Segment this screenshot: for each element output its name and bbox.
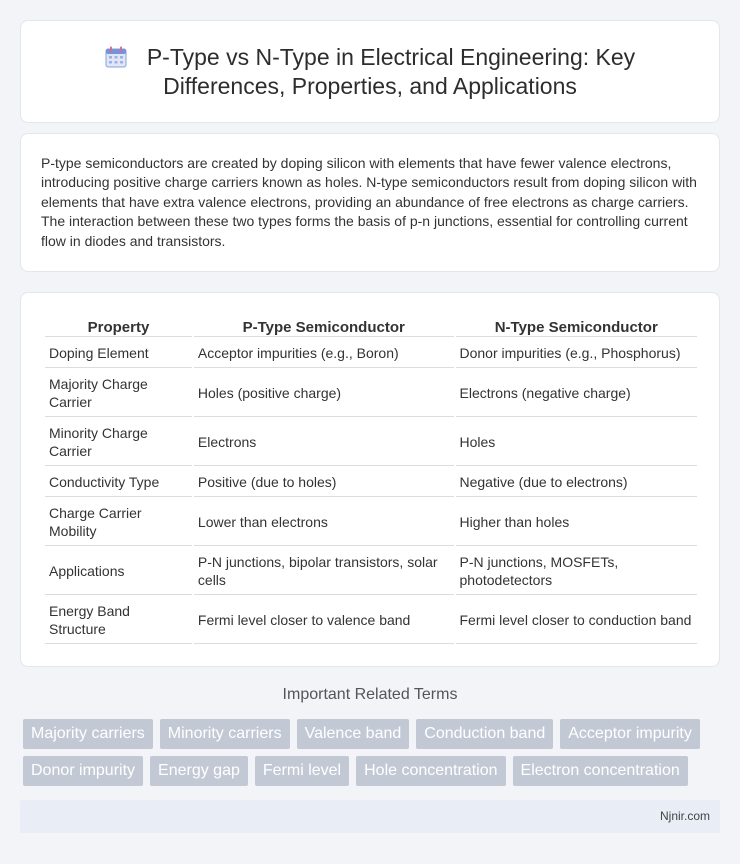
title-line-2: Differences, Properties, and Applications <box>163 72 577 99</box>
intro-text: P-type semiconductors are created by doping silicon with elements that have fewer valence electrons, introducing positive charge carriers known as holes. N-type semiconductors result from doping silicon with elements that have extra valence electrons, providing an abundance of free electrons as charge carriers. The interaction between these two types forms the basis of p-n junctions, essential for controlling current flow in diodes and transistors. <box>41 155 697 249</box>
n-type-cell: Holes <box>456 419 698 466</box>
p-type-cell: Lower than electrons <box>194 499 454 546</box>
header-n-type: N-Type Semiconductor <box>456 315 698 337</box>
p-type-cell: Acceptor impurities (e.g., Boron) <box>194 339 454 368</box>
tag-acceptor-impurity[interactable]: Acceptor impurity <box>560 719 700 749</box>
tag-row-1 <box>23 719 723 749</box>
comparison-table <box>43 313 699 646</box>
table-row <box>45 468 697 497</box>
table-header-row <box>45 315 697 337</box>
intro-card <box>20 133 720 272</box>
property-cell: Applications <box>45 548 192 595</box>
related-terms-title: Important Related Terms <box>282 686 458 703</box>
comparison-card <box>20 292 720 667</box>
n-type-cell: P-N junctions, MOSFETs, photodetectors <box>456 548 698 595</box>
page-title <box>105 43 635 101</box>
property-cell: Doping Element <box>45 339 192 368</box>
header-property: Property <box>45 315 192 337</box>
footer-site[interactable]: Njnir.com <box>659 809 710 823</box>
tag-hole-concentration[interactable]: Hole concentration <box>356 756 505 786</box>
table-row <box>45 419 697 466</box>
p-type-cell: P-N junctions, bipolar transistors, solar cells <box>194 548 454 595</box>
title-card <box>20 20 720 123</box>
table-row <box>45 499 697 546</box>
tag-donor-impurity[interactable]: Donor impurity <box>23 756 143 786</box>
n-type-cell: Electrons (negative charge) <box>456 370 698 417</box>
tag-energy-gap[interactable]: Energy gap <box>150 756 248 786</box>
n-type-cell: Negative (due to electrons) <box>456 468 698 497</box>
property-cell: Energy Band Structure <box>45 597 192 644</box>
related-terms-tags <box>23 719 723 793</box>
p-type-cell: Electrons <box>194 419 454 466</box>
tag-minority-carriers[interactable]: Minority carriers <box>160 719 290 749</box>
title-line-1: P-Type vs N-Type in Electrical Engineering: Key <box>146 43 636 70</box>
property-cell: Charge Carrier Mobility <box>45 499 192 546</box>
property-cell: Minority Charge Carrier <box>45 419 192 466</box>
tag-valence-band[interactable]: Valence band <box>297 719 410 749</box>
calendar-icon <box>105 46 127 68</box>
n-type-cell: Fermi level closer to conduction band <box>456 597 698 644</box>
tag-majority-carriers[interactable]: Majority carriers <box>23 719 153 749</box>
property-cell: Majority Charge Carrier <box>45 370 192 417</box>
tag-conduction-band[interactable]: Conduction band <box>416 719 553 749</box>
n-type-cell: Higher than holes <box>456 499 698 546</box>
header-p-type: P-Type Semiconductor <box>194 315 454 337</box>
table-row <box>45 370 697 417</box>
table-row <box>45 548 697 595</box>
table-row <box>45 339 697 368</box>
tag-electron-concentration[interactable]: Electron concentration <box>513 756 688 786</box>
p-type-cell: Fermi level closer to valence band <box>194 597 454 644</box>
footer <box>20 800 720 833</box>
table-row <box>45 597 697 644</box>
tag-fermi-level[interactable]: Fermi level <box>255 756 349 786</box>
p-type-cell: Positive (due to holes) <box>194 468 454 497</box>
tag-row-2 <box>23 756 723 786</box>
n-type-cell: Donor impurities (e.g., Phosphorus) <box>456 339 698 368</box>
p-type-cell: Holes (positive charge) <box>194 370 454 417</box>
property-cell: Conductivity Type <box>45 468 192 497</box>
